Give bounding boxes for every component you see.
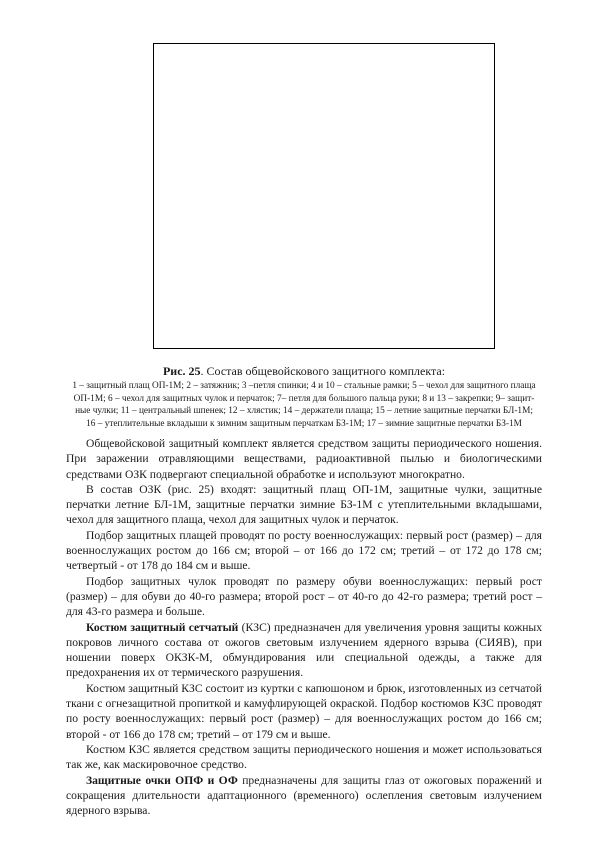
- figure-label: Рис. 25: [162, 364, 201, 378]
- paragraph-kzs-composition: Костюм защитный КЗС состоит из куртки с капюшоном и брюк, изготовленных из сетчатой ткани с огнезащитной пропиткой и камуфлирующей окраской. Подбор костюмов КЗС проводят по росту военнослужащих: первый рост (размер) – для военнослужащих ростом до 166 см; второй - от 166 до 178 см; третий – от 179 см и выше.: [66, 681, 542, 741]
- term-kzs: Костюм защитный сетчатый: [86, 620, 239, 634]
- paragraph-stockings-sizing: Подбор защитных чулок проводят по размеру обуви военнослужащих: первый рост (размер) – для обуви до 40-го размера; второй рост – от 40-го до 42-го размера; третий рост – для 43-го размера и больше.: [66, 574, 542, 619]
- paragraph-ozk-overview: Общевойсковой защитный комплект является средством защиты периодического ношения. При заражении отравляющими веществами, радиоактивной пылью и биологическими средствами ОЗК подвергают специальной обработке и используют многократно.: [66, 437, 542, 481]
- figure-legend: [66, 380, 542, 430]
- figure-title: . Состав общевойскового защитного комплекта:: [200, 364, 446, 378]
- term-goggles: Защитные очки ОПФ и ОФ: [86, 773, 238, 787]
- figure-caption: [66, 364, 542, 430]
- paragraph-goggles: Защитные очки ОПФ и ОФ предназначены для защиты глаз от ожоговых поражений и сокращения длительности адаптационного (временного) ослепления световым излучением ядерного взрыва.: [66, 773, 542, 818]
- paragraph-cloak-sizing: Подбор защитных плащей проводят по росту военнослужащих: первый рост (размер) – для военнослужащих ростом до 166 см; второй – от 166 до 172 см; третий – от 172 до 178 см; четвертый - от 178 до 184 см и выше.: [66, 528, 542, 573]
- legend-line: ные чулки; 11 – центральный шпенек; 12 – хлястик; 14 – держатели плаща; 15 – летние защитные перчатки БЛ-1М;: [75, 406, 533, 417]
- legend-line: 1 – защитный плащ ОП-1М; 2 – затяжник; 3 –петля спинки; 4 и 10 – стальные рамки; 5 – чехол для защитного плаща: [72, 381, 536, 391]
- figure-caption-title: [66, 364, 542, 379]
- paragraph-kzs-usage: Костюм КЗС является средством защиты периодического ношения и может использоваться так же, как маскировочное средство.: [66, 742, 542, 772]
- paragraph-ozk-composition: В состав ОЗК (рис. 25) входят: защитный плащ ОП-1М, защитные чулки, защитные перчатки летние БЛ-1М, защитные перчатки зимние БЗ-1М с утеплительными вкладышами, чехол для защитного плаща, чехол для защитных чулок и перчаток.: [66, 482, 542, 527]
- body-text: [66, 436, 542, 818]
- legend-line: ОП-1М; 6 – чехол для защитных чулок и перчаток; 7– петля для большого пальца руки; 8 и 13 – закрепки; 9– защит-: [73, 393, 535, 404]
- paragraph-kzs-purpose: Костюм защитный сетчатый (КЗС) предназначен для увеличения уровня защиты кожных покровов личного состава от ожогов световым излучением ядерного взрыва (СИЯВ), при ношении поверх ОКЗК-М, обмундирования или специальной одежды, а также для предохранения их от термического разрушения.: [66, 620, 543, 680]
- figure-image-placeholder: [153, 43, 495, 349]
- legend-line: 16 – утеплительные вкладыши к зимним защитным перчаткам БЗ-1М; 17 – зимние защитные перчатки БЗ-1М: [86, 418, 522, 429]
